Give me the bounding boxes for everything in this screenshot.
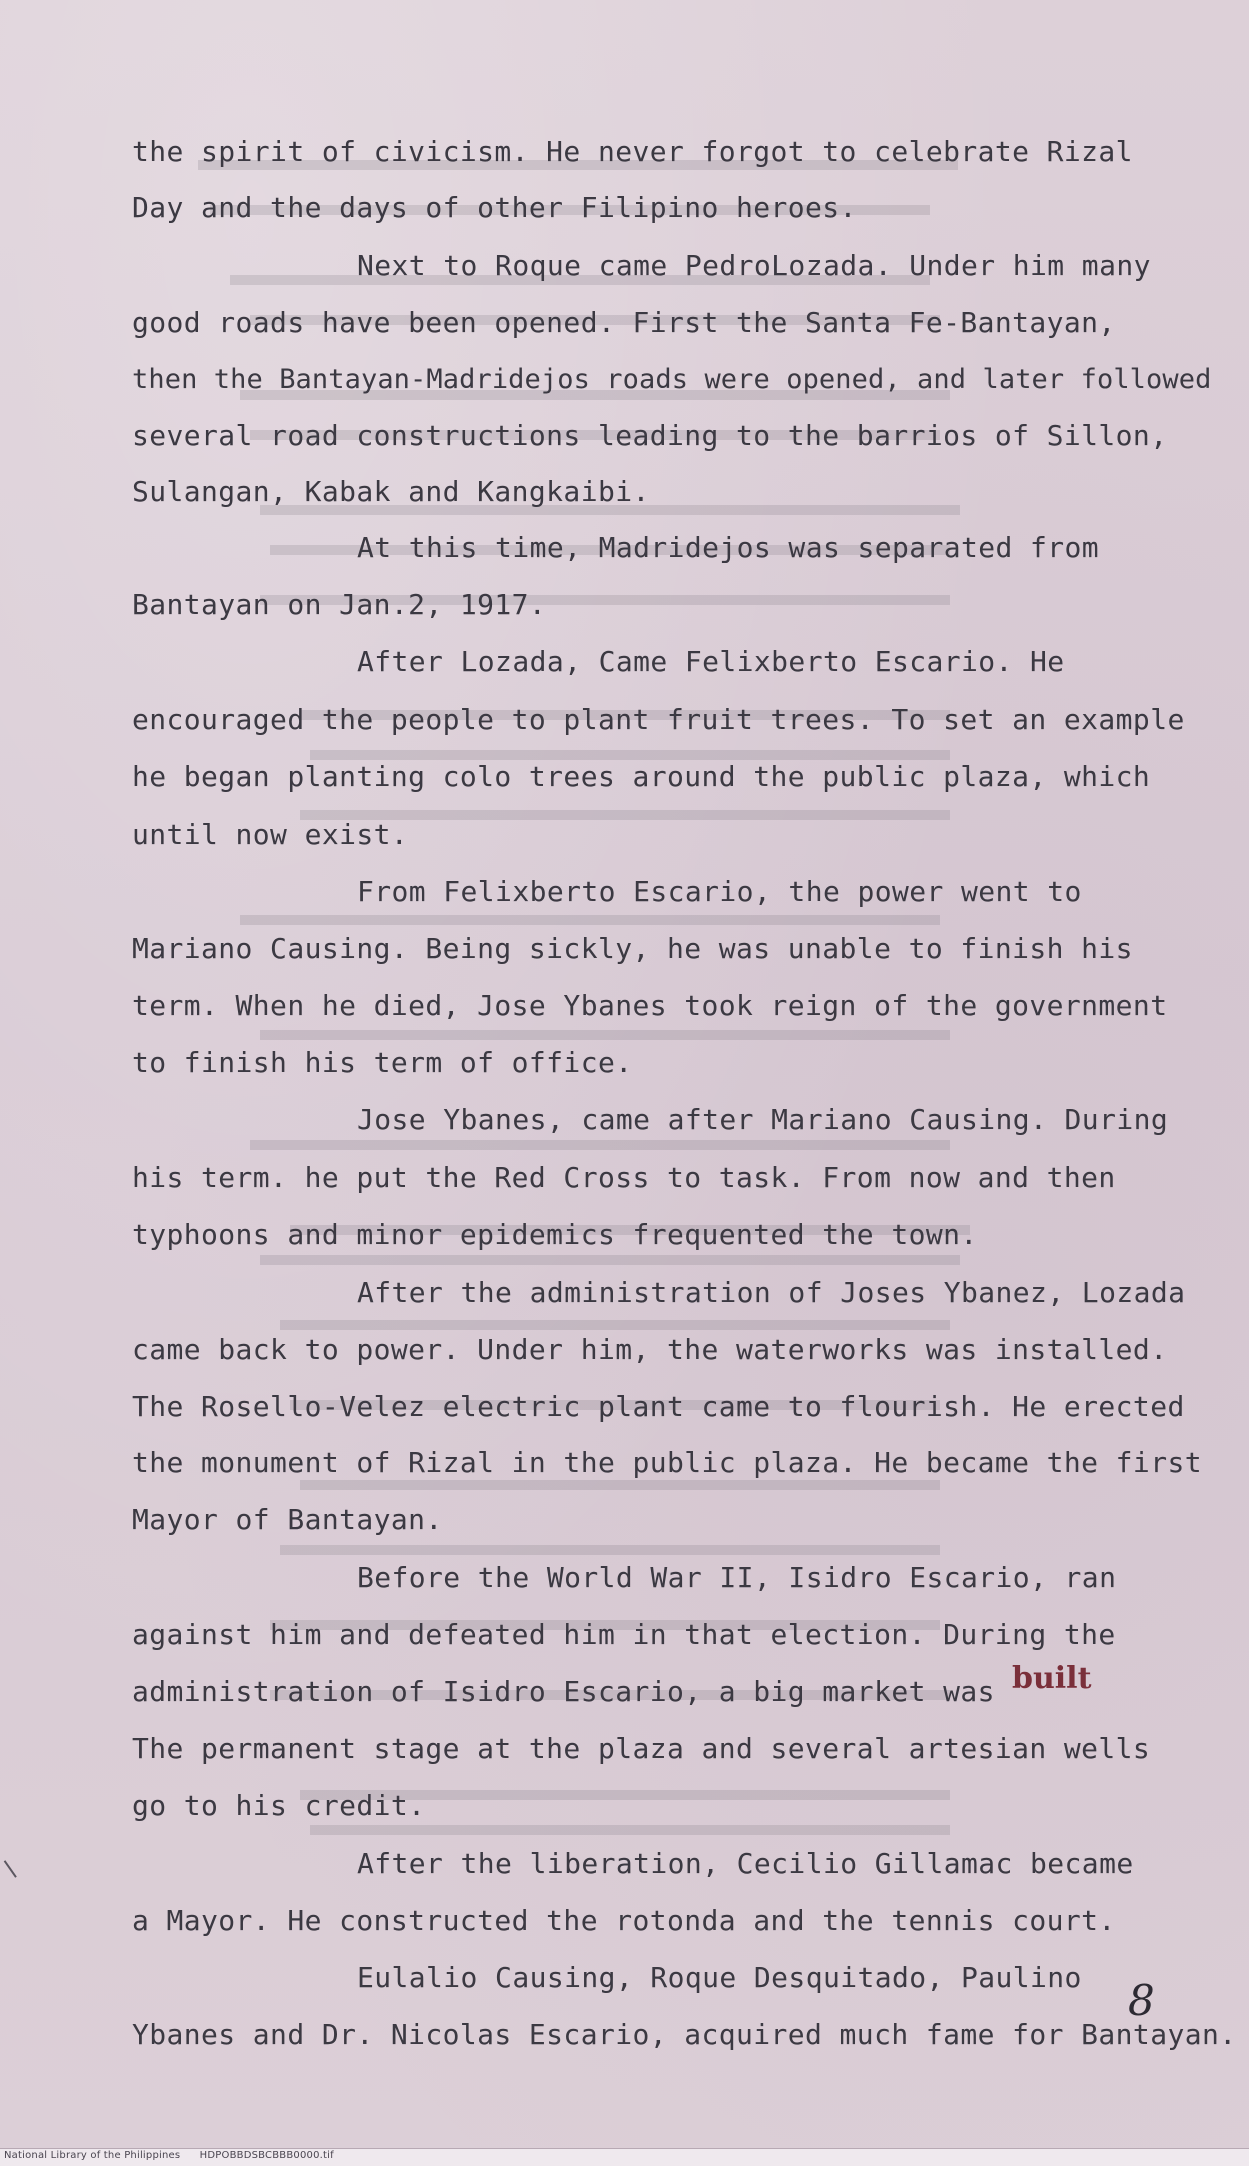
archive-footer xyxy=(0,2148,1249,2166)
text-line: then the Bantayan-Madridejos roads were opened, and later followed xyxy=(132,364,1212,395)
text-line: came back to power. Under him, the waterworks was installed. xyxy=(132,1333,1168,1366)
text-line: against him and defeated him in that election. During the xyxy=(132,1618,1116,1651)
text-line: After the liberation, Cecilio Gillamac became xyxy=(357,1847,1134,1880)
text-line: Sulangan, Kabak and Kangkaibi. xyxy=(132,475,650,508)
text-line: a Mayor. He constructed the rotonda and the tennis court. xyxy=(132,1904,1116,1937)
text-line: good roads have been opened. First the Santa Fe-Bantayan, xyxy=(132,306,1116,339)
text-line: to finish his term of office. xyxy=(132,1046,633,1079)
text-line: Next to Roque came PedroLozada. Under him many xyxy=(357,249,1151,282)
text-line: until now exist. xyxy=(132,818,409,851)
text-line: the spirit of civicism. He never forgot to celebrate Rizal xyxy=(132,135,1133,168)
text-line: administration of Isidro Escario, a big market was xyxy=(132,1675,995,1708)
text-line: From Felixberto Escario, the power went to xyxy=(357,875,1082,908)
margin-mark xyxy=(4,1852,29,1878)
file-identifier: HDPOBBDSBCBBB0000.tif xyxy=(199,2150,334,2161)
footer-text xyxy=(4,2150,350,2162)
text-line: After the administration of Joses Ybanez, Lozada xyxy=(357,1276,1186,1309)
text-line: several road constructions leading to the barrios of Sillon, xyxy=(132,419,1168,452)
text-line: typhoons and minor epidemics frequented the town. xyxy=(132,1218,978,1251)
text-line: Eulalio Causing, Roque Desquitado, Paulino xyxy=(357,1961,1082,1994)
archive-name: National Library of the Philippines xyxy=(4,2150,181,2161)
text-line: encouraged the people to plant fruit trees. To set an example xyxy=(132,703,1185,736)
text-line: The Rosello-Velez electric plant came to flourish. He erected xyxy=(132,1390,1185,1423)
handwritten-page-number: 8 xyxy=(1128,1976,1155,2025)
text-line: he began planting colo trees around the public plaza, which xyxy=(132,760,1151,793)
text-line: Day and the days of other Filipino heroes. xyxy=(132,191,857,224)
handwritten-insertion: built xyxy=(1012,1661,1092,1696)
text-line: Bantayan on Jan.2, 1917. xyxy=(132,588,547,621)
text-line: the monument of Rizal in the public plaza. He became the first xyxy=(132,1446,1202,1479)
text-line: Mariano Causing. Being sickly, he was unable to finish his xyxy=(132,932,1133,965)
text-line: go to his credit. xyxy=(132,1789,426,1822)
text-line: At this time, Madridejos was separated from xyxy=(357,531,1100,564)
text-line: Jose Ybanes, came after Mariano Causing. During xyxy=(357,1103,1169,1136)
text-line: The permanent stage at the plaza and several artesian wells xyxy=(132,1732,1151,1765)
text-line: After Lozada, Came Felixberto Escario. He xyxy=(357,645,1065,678)
text-line: Before the World War II, Isidro Escario, ran xyxy=(357,1561,1117,1594)
text-line: Mayor of Bantayan. xyxy=(132,1503,443,1536)
text-line: his term. he put the Red Cross to task. From now and then xyxy=(132,1161,1116,1194)
text-line: Ybanes and Dr. Nicolas Escario, acquired much fame for Bantayan. xyxy=(132,2018,1237,2051)
text-line: term. When he died, Jose Ybanes took reign of the government xyxy=(132,989,1168,1022)
